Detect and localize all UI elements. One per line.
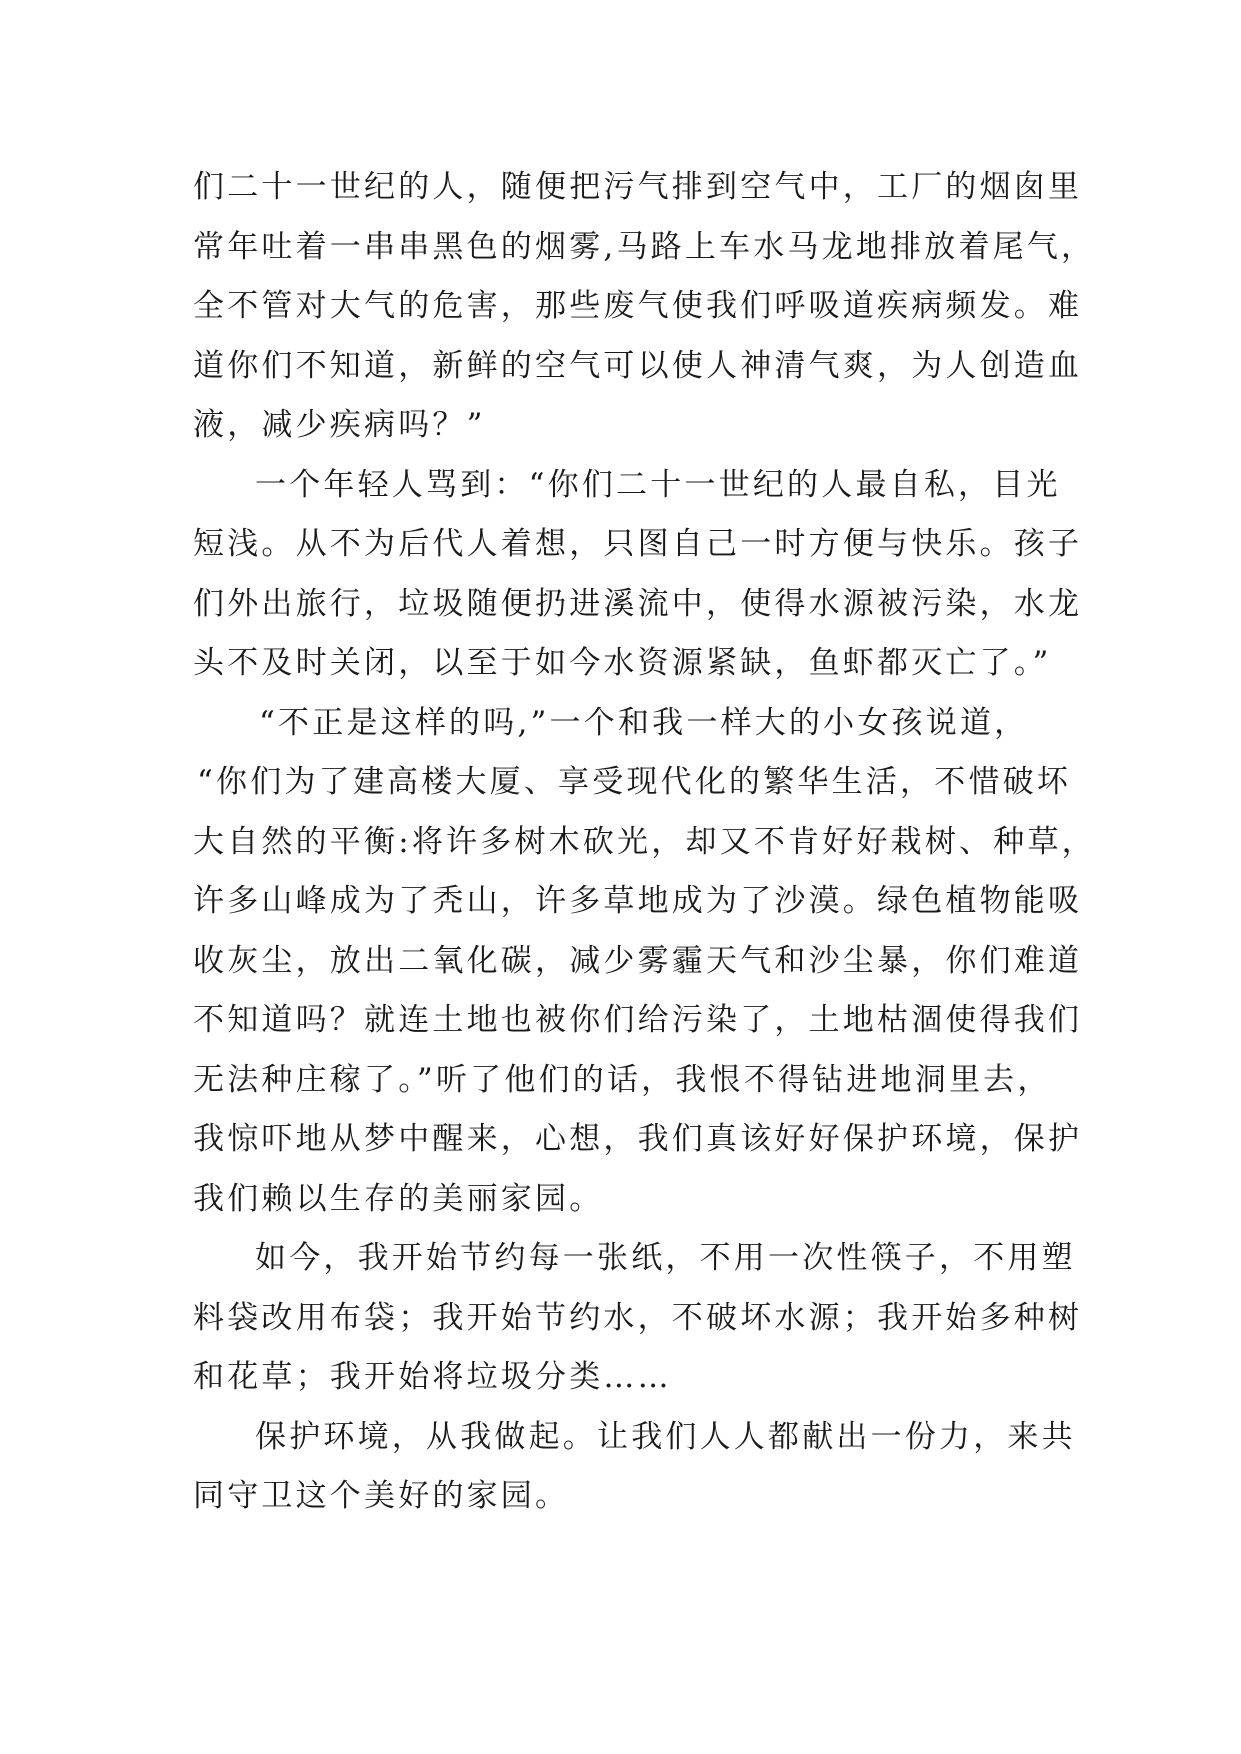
text-line: 我惊吓地从梦中醒来，心想，我们真该好好保护环境，保护 [193,1121,1083,1157]
text-line: 料袋改用布袋；我开始节约水，不破坏水源；我开始多种树 [193,1299,1083,1336]
text-line: 全不管对大气的危害，那些废气使我们呼吸道疾病频发。难 [193,288,1083,324]
text-line: 一个年轻人骂到：“你们二十一世纪的人最自私，目光 [255,466,1061,503]
text-line: “你们为了建高楼大厦、享受现代化的繁华生活，不惜破坏 [197,764,1072,800]
text-line: “不正是这样的吗,”一个和我一样大的小女孩说道， [259,704,1029,741]
document-body [193,158,1096,1527]
text-line: 液，减少疾病吗？” [193,407,486,443]
text-line: 头不及时关闭，以至于如今水资源紧缺，鱼虾都灭亡了。” [193,645,1052,681]
text-line: 许多山峰成为了秃山，许多草地成为了沙漠。绿色植物能吸 [193,883,1083,919]
text-line: 常年吐着一串串黑色的烟雾,马路上车水马龙地排放着尾气， [193,228,1096,265]
text-line: 保护环境，从我做起。让我们人人都献出一份力，来共 [255,1418,1076,1455]
text-line: 短浅。从不为后代人着想，只图自己一时方便与快乐。孩子 [193,526,1083,562]
text-line: 们外出旅行，垃圾随便扔进溪流中，使得水源被污染，水龙 [193,585,1083,622]
text-line: 我们赖以生存的美丽家园。 [193,1180,604,1217]
text-line: 不知道吗？就连土地也被你们给污染了，土地枯涸使得我们 [193,1002,1083,1038]
text-line: 收灰尘，放出二氧化碳，减少雾霾天气和沙尘暴，你们难道 [193,942,1083,979]
text-line: 同守卫这个美好的家园。 [193,1478,570,1514]
text-line: 道你们不知道，新鲜的空气可以使人神清气爽，为人创造血 [193,347,1083,384]
text-line: 大自然的平衡:将许多树木砍光，却又不肯好好栽树、种草， [193,823,1096,860]
text-line: 如今，我开始节约每一张纸，不用一次性筷子，不用塑 [255,1240,1076,1276]
text-line: 们二十一世纪的人，随便把污气排到空气中，工厂的烟囱里 [193,169,1083,205]
text-line: 无法种庄稼了。”听了他们的话，我恨不得钻进地洞里去， [193,1061,1052,1098]
text-line: 和花草；我开始将垃圾分类…… [193,1359,672,1395]
